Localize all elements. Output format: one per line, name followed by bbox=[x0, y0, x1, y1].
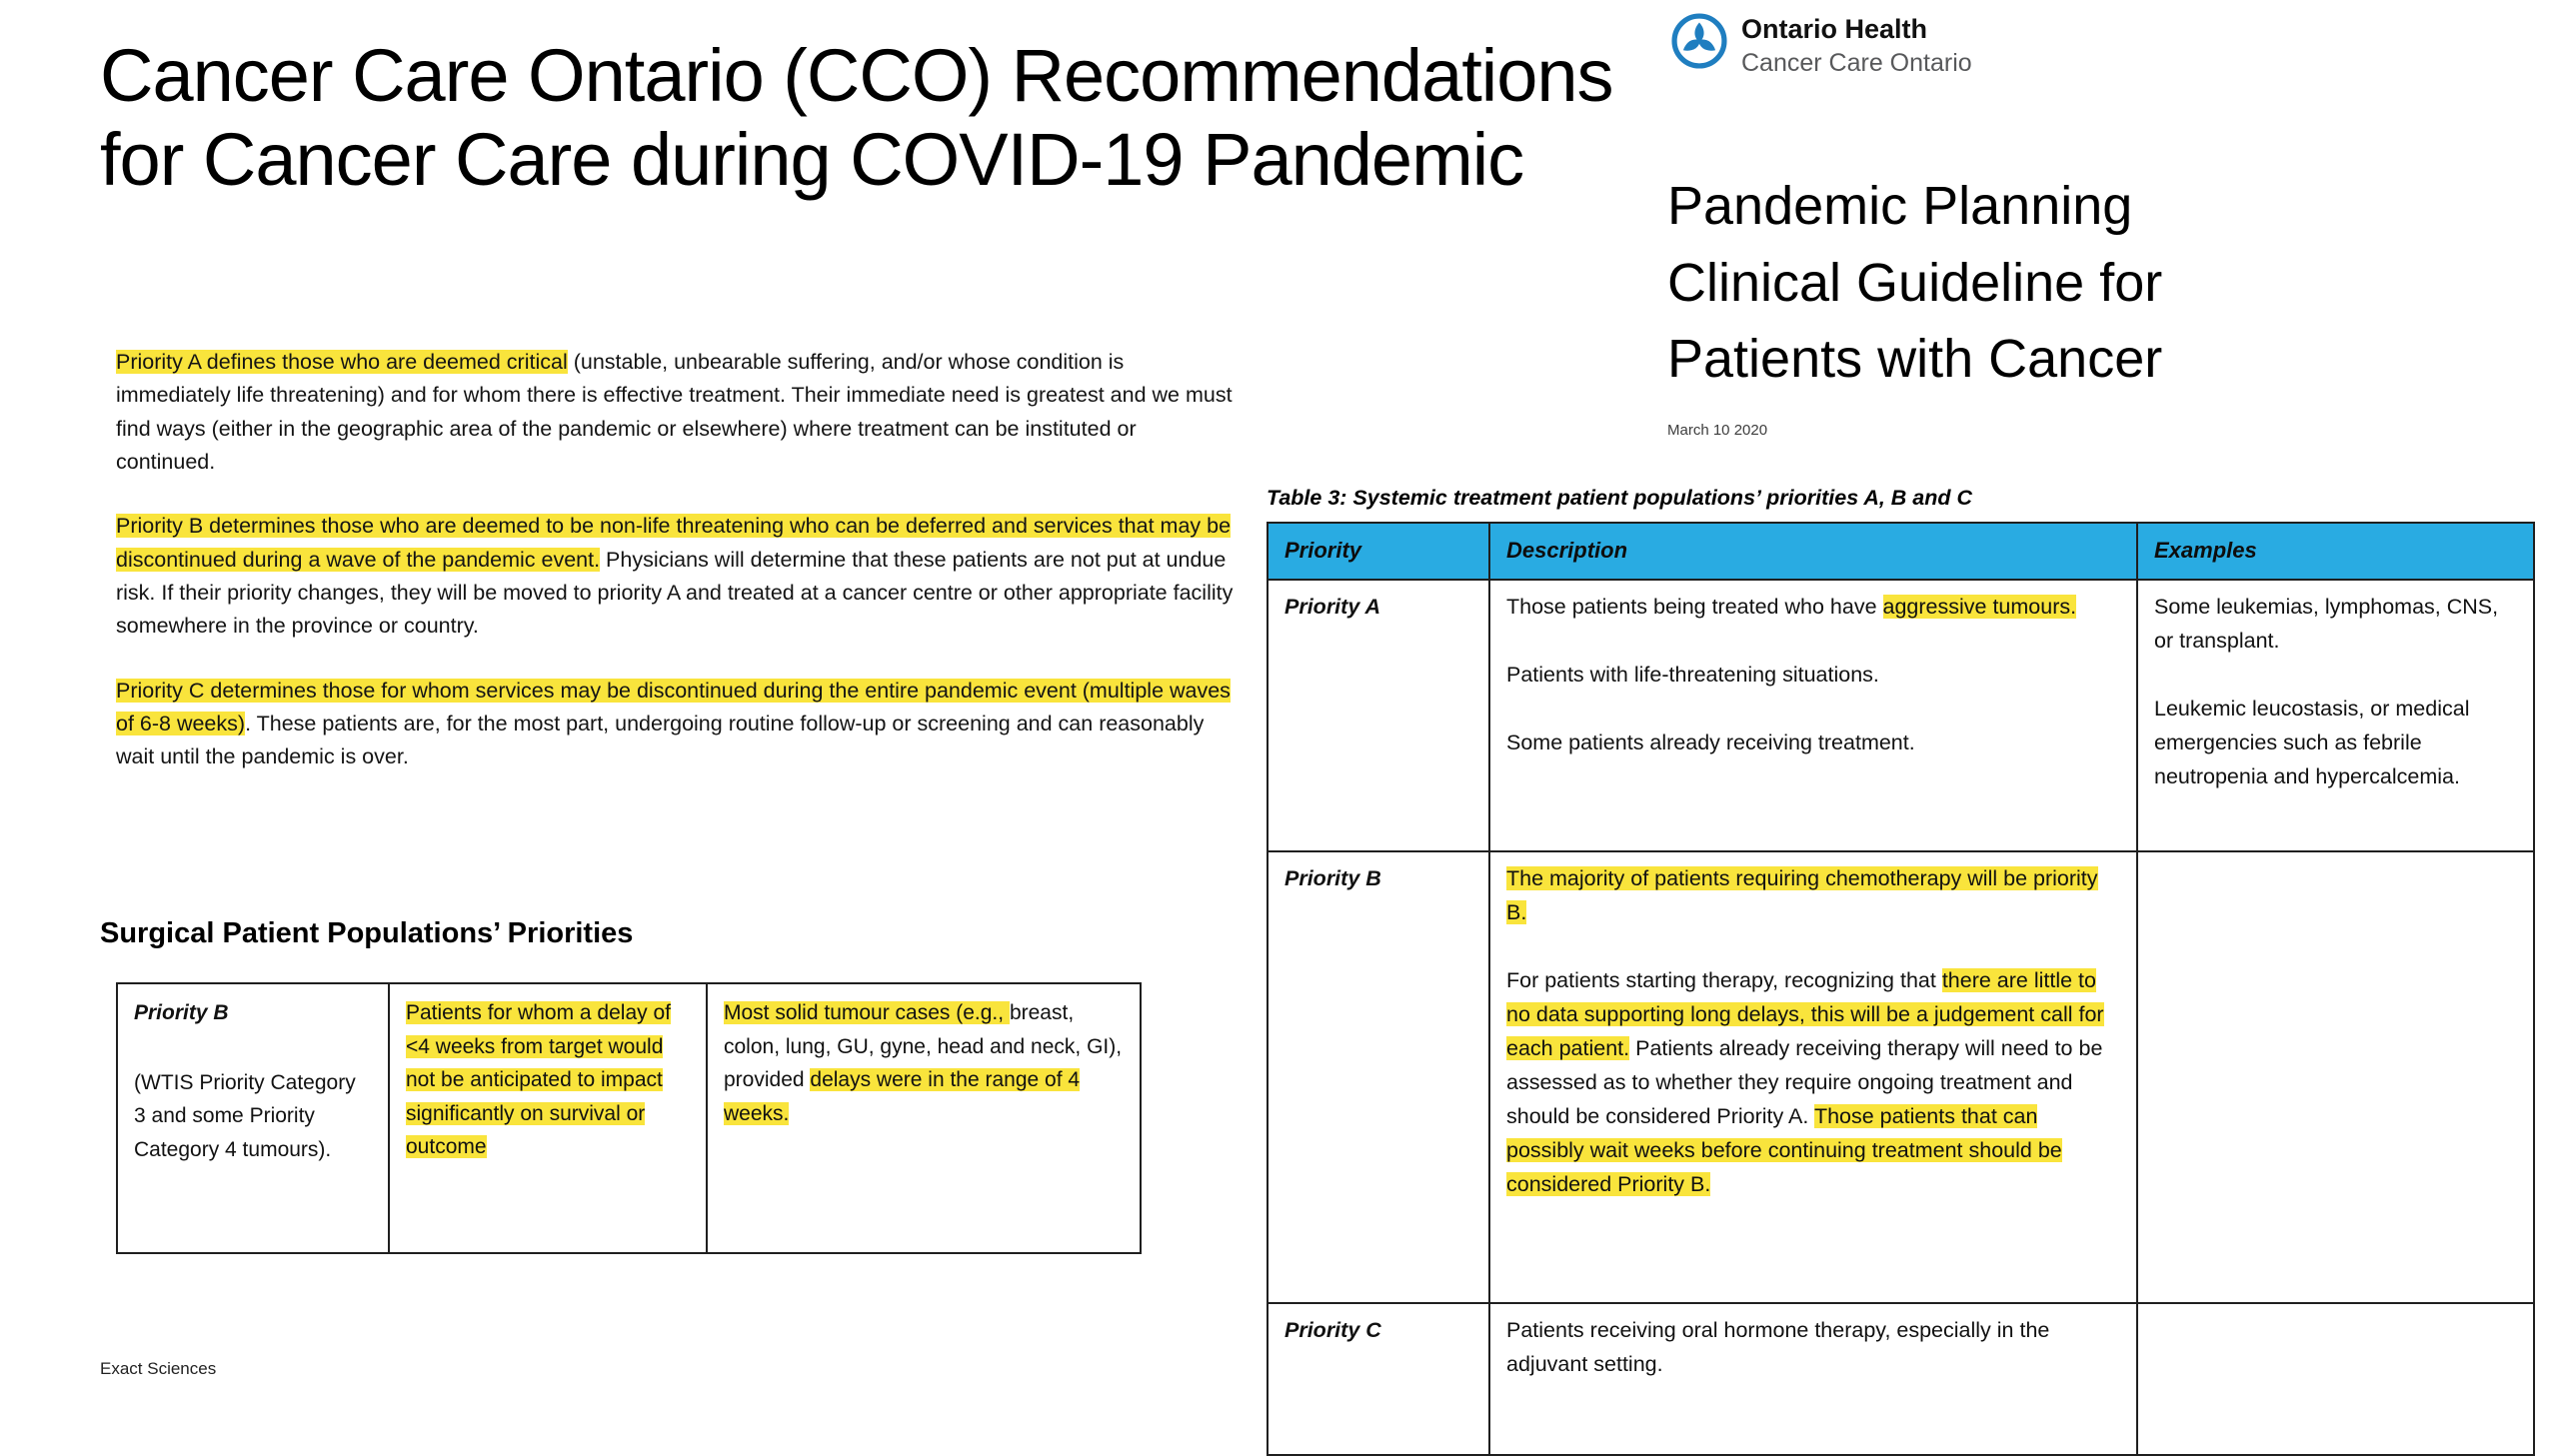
table3-priority-c-description bbox=[1490, 1304, 2138, 1454]
surgical-examples-cell: Most solid tumour cases (e.g., breast, colon, lung, GU, gyne, head and neck, GI), provided delays were in the range of 4 weeks. bbox=[724, 1001, 1123, 1125]
table3-header-row bbox=[1269, 524, 2533, 581]
table3-priority-b-examples bbox=[2138, 852, 2533, 1302]
ontario-health-logo bbox=[1670, 12, 1972, 78]
table3-row-priority-a bbox=[1269, 581, 2533, 852]
priority-b-definition: Priority B determines those who are deemed to be non-life threatening who can be deferred and services that may be discontinued during a wave of the pandemic event. Physicians will determine that these patients are not put at undue risk. If their priority changes, they will be moved to priority A and treated at a cancer centre or other appropriate facility somewhere in the province or country. bbox=[116, 514, 1234, 639]
priority-c-definition: Priority C determines those for whom services may be discontinued during the entire pandemic event (multiple waves of 6-8 weeks). These patients are, for the most part, undergoing routine follow-up or screening and can reasonably wait until the pandemic is over. bbox=[116, 678, 1231, 769]
table3-priority-a-examples bbox=[2138, 581, 2533, 850]
guideline-date: March 10 2020 bbox=[1667, 422, 1768, 440]
page-title bbox=[100, 34, 1613, 203]
surgical-priority-note: (WTIS Priority Category 3 and some Priority Category 4 tumours). bbox=[134, 1070, 356, 1161]
priority-definitions bbox=[116, 346, 1234, 773]
guideline-title-line-1: Pandemic Planning bbox=[1667, 176, 2133, 236]
page-title-line-1: Cancer Care Ontario (CCO) Recommendations bbox=[100, 34, 1613, 117]
systemic-treatment-table bbox=[1267, 522, 2535, 1456]
table3-priority-c-examples bbox=[2138, 1304, 2533, 1454]
table3-priority-a-label: Priority A bbox=[1269, 581, 1490, 850]
table3-header-priority: Priority bbox=[1269, 524, 1490, 579]
guideline-title-line-2: Clinical Guideline for bbox=[1667, 252, 2163, 313]
table3-caption: Table 3: Systemic treatment patient populations’ priorities A, B and C bbox=[1267, 486, 1973, 510]
surgical-priorities-heading: Surgical Patient Populations’ Priorities bbox=[100, 917, 634, 949]
cell-paragraph: For patients starting therapy, recognizing that there are little to no data supporting long delays, this will be a judgement call for each patient. Patients already receiving therapy will need to be assessed as to whether they require ongoing treatment and should be considered Priority A. Those patients that can possibly wait weeks before continuing treatment should be considered Priority B. bbox=[1506, 967, 2104, 1196]
surgical-priority-name: Priority B bbox=[134, 1001, 229, 1024]
surgical-priorities-table bbox=[116, 982, 1142, 1254]
logo-text bbox=[1741, 12, 1972, 78]
guideline-title-line-3: Patients with Cancer bbox=[1667, 329, 2163, 390]
source-attribution: Exact Sciences bbox=[100, 1359, 217, 1378]
cell-paragraph: The majority of patients requiring chemotherapy will be priority B. bbox=[1506, 865, 2098, 924]
logo-division-name: Cancer Care Ontario bbox=[1741, 49, 1972, 78]
logo-org-name: Ontario Health bbox=[1741, 14, 1928, 44]
cell-paragraph: Patients with life-threatening situations. bbox=[1506, 662, 1879, 687]
cell-paragraph: Those patients being treated who have aggressive tumours. bbox=[1506, 594, 2077, 619]
cell-paragraph: Some leukemias, lymphomas, CNS, or transplant. bbox=[2154, 594, 2499, 653]
table3-row-priority-b bbox=[1269, 852, 2533, 1304]
trillium-icon bbox=[1670, 12, 1728, 70]
table3-header-examples: Examples bbox=[2138, 524, 2533, 579]
cell-paragraph: Leukemic leucostasis, or medical emergencies such as febrile neutropenia and hypercalcemia. bbox=[2154, 696, 2470, 788]
surgical-criteria-cell: Patients for whom a delay of <4 weeks from target would not be anticipated to impact significantly on survival or outcome bbox=[390, 984, 708, 1252]
table3-priority-b-description bbox=[1490, 852, 2138, 1302]
table3-priority-a-description bbox=[1490, 581, 2138, 850]
surgical-priority-cell bbox=[118, 984, 390, 1252]
guideline-title-block bbox=[1667, 168, 2162, 439]
page-title-line-2: for Cancer Care during COVID-19 Pandemic bbox=[100, 118, 1524, 202]
table3-row-priority-c bbox=[1269, 1304, 2533, 1454]
priority-a-definition: Priority A defines those who are deemed critical (unstable, unbearable suffering, and/or whose condition is immediately life threatening) and for whom there is effective treatment. Their immediate need is greatest and we must find ways (either in the geographic area of the pandemic or elsewhere) where treatment can be instituted or continued. bbox=[116, 350, 1233, 474]
table3-priority-b-label: Priority B bbox=[1269, 852, 1490, 1302]
table3-header-description: Description bbox=[1490, 524, 2138, 579]
cell-paragraph: Patients receiving oral hormone therapy, especially in the adjuvant setting. bbox=[1506, 1317, 2050, 1376]
cell-paragraph: Some patients already receiving treatment. bbox=[1506, 729, 1915, 754]
table3-priority-c-label: Priority C bbox=[1269, 1304, 1490, 1454]
